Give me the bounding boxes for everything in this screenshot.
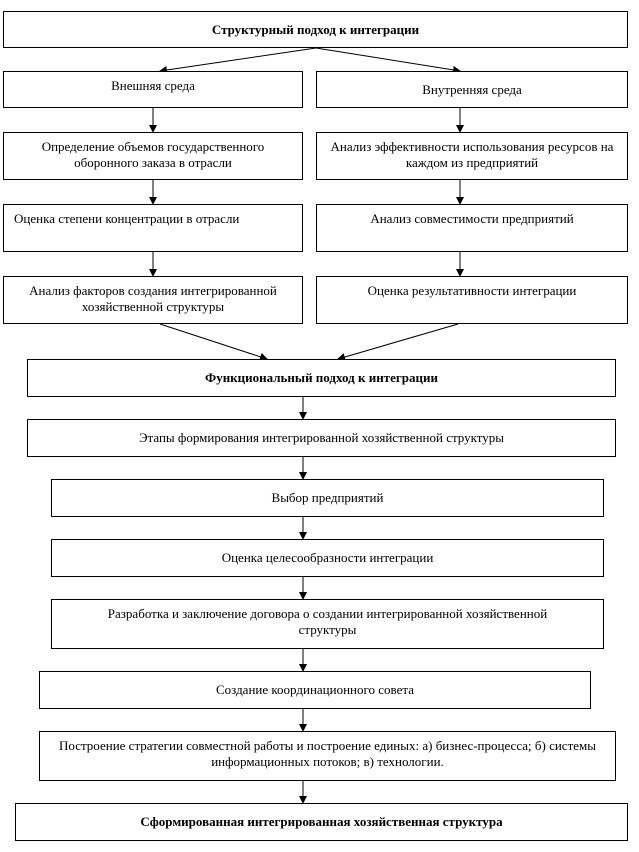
arrow-title-to-external (160, 48, 316, 71)
functional-approach-title: Функциональный подход к интеграции (205, 370, 438, 385)
functional-step-box (51, 539, 604, 577)
functional-step-text: Разработка и заключение договора о создании интегрированной хозяйственной структуры (107, 606, 548, 637)
result-text: Сформированная интегрированная хозяйственная структура (140, 814, 503, 829)
functional-step-box (51, 599, 604, 649)
structural-approach-box (3, 11, 628, 48)
structural-approach-title: Структурный подход к интеграции (211, 21, 420, 37)
functional-step-box (51, 479, 604, 517)
internal-environment-label: Внутренняя среда (422, 82, 522, 97)
functional-step-box (39, 671, 591, 709)
functional-step-text: Построение стратегии совместной работы и построение единых: а) бизнес-процесса; б) системы информационных потоков; в) технологии. (58, 738, 596, 769)
functional-step-text: Создание координационного совета (216, 682, 414, 697)
functional-step-box (39, 731, 616, 781)
external-step-text: Анализ факторов создания интегрированной хозяйственной структуры (29, 283, 277, 314)
functional-approach-box (27, 359, 616, 397)
external-step-box (3, 132, 303, 180)
arrow-title-to-internal (316, 48, 460, 71)
internal-step-text: Анализ эффективности использования ресурсов на каждом из предприятий (330, 139, 614, 170)
arrow-external-merge (160, 324, 267, 359)
external-environment-label: Внешняя среда (111, 78, 195, 93)
internal-step-box (316, 276, 628, 324)
functional-step-text: Оценка целесообразности интеграции (221, 550, 434, 565)
external-step-box (3, 276, 303, 324)
external-step-text: Оценка степени концентрации в отрасли (14, 211, 240, 226)
internal-step-text: Оценка результативности интеграции (367, 283, 577, 298)
arrow-internal-merge (338, 324, 458, 359)
result-box (15, 803, 628, 841)
internal-step-box (316, 132, 628, 180)
internal-step-text: Анализ совместимости предприятий (370, 211, 574, 226)
external-environment-box (3, 71, 303, 108)
functional-step-box (27, 419, 616, 457)
external-step-text: Определение объемов государственного оборонного заказа в отрасли (41, 139, 265, 170)
internal-step-box (316, 204, 628, 252)
external-step-box (3, 204, 303, 252)
functional-step-text: Этапы формирования интегрированной хозяйственной структуры (138, 430, 505, 445)
internal-environment-box (316, 71, 628, 108)
functional-step-text: Выбор предприятий (271, 490, 384, 505)
